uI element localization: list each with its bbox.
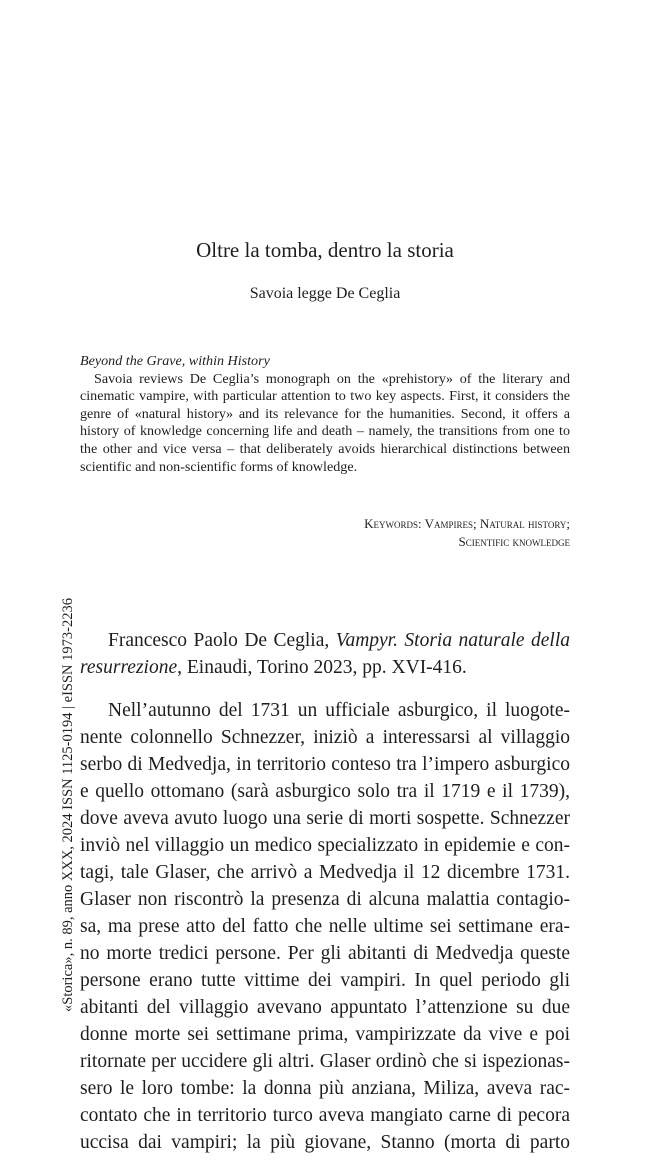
body-line: nente colonnello Schnezzer, iniziò a interessarsi al villaggio (80, 727, 570, 748)
reference-publisher: , Einaudi, Torino 2023, pp. XVI-416. (177, 657, 467, 678)
body-line: ritornate per uccidere gli altri. Glaser ordinò che si ispezionas- (80, 1051, 570, 1072)
article-subtitle: Savoia legge De Ceglia (249, 285, 401, 302)
body-line: tagi, tale Glaser, che arrivò a Medvedja il 12 dicembre 1731. (80, 862, 570, 883)
body-line: donne morte sei settimane prima, vampirizzate da vive e poi (80, 1024, 570, 1045)
body-line: serbo di Medvedja, in territorio conteso tra l’impero asburgico (80, 754, 570, 775)
body-line: inviò nel villaggio un medico specializzato in epidemie e con- (80, 835, 570, 856)
body-line: Glaser non riscontrò la presenza di alcuna malattia contagio- (80, 889, 570, 910)
body-line: uccisa dai vampiri; la più giovane, Stanno (morta di parto (80, 1132, 570, 1153)
body-line: abitanti del villaggio avevano appuntato l’attenzione su due (80, 997, 570, 1018)
keywords (270, 515, 570, 551)
article-title: Oltre la tomba, dentro la storia (196, 238, 454, 262)
keywords-line-1: Keywords: Vampires; Natural history; (364, 516, 570, 531)
body-line: e quello ottomano (sarà asburgico solo tra il 1719 e il 1739), (80, 781, 570, 802)
journal-citation-sidebar: «Storica», n. 89, anno XXX, 2024 ISSN 1125-0194 | eISSN 1973-2236 (60, 598, 76, 1012)
body-line: contato che in territorio turco aveva mangiato carne di pecora (80, 1105, 570, 1126)
body-text (80, 697, 570, 1156)
keywords-line-2: Scientific knowledge (458, 534, 570, 549)
book-reference (80, 627, 570, 681)
body-line: dove aveva avuto luogo una serie di morti sospette. Schnezzer (80, 808, 570, 829)
reference-book-title: Vampyr. Storia naturale della resurrezione (80, 630, 570, 678)
body-line: Nell’autunno del 1731 un ufficiale asburgico, il luogote- (108, 700, 570, 721)
reference-author: Francesco Paolo De Ceglia, (108, 630, 336, 651)
body-line: persone erano tutte vittime dei vampiri. In quel periodo gli (80, 970, 570, 991)
abstract (80, 353, 570, 476)
body-line: no morte tredici persone. Per gli abitanti di Medvedja queste (80, 943, 570, 964)
abstract-title: Beyond the Grave, within History (80, 353, 270, 369)
abstract-body: Savoia reviews De Ceglia’s monograph on the «prehistory» of the literary and cinematic vampire, with particular attention to two key aspects. First, it considers the genre of «natural history» and its relevance for the humanities. Second, it offers a history of knowledge concerning life and death – namely, the transitions from one to the other and vice versa – that deliberately avoids hierarchical distinctions between scientific and non-scientific forms of knowledge. (80, 370, 570, 475)
body-line: sero le loro tombe: la donna più anziana, Miliza, aveva rac- (80, 1078, 570, 1099)
body-line: sa, ma prese atto del fatto che nelle ultime sei settimane era- (80, 916, 570, 937)
